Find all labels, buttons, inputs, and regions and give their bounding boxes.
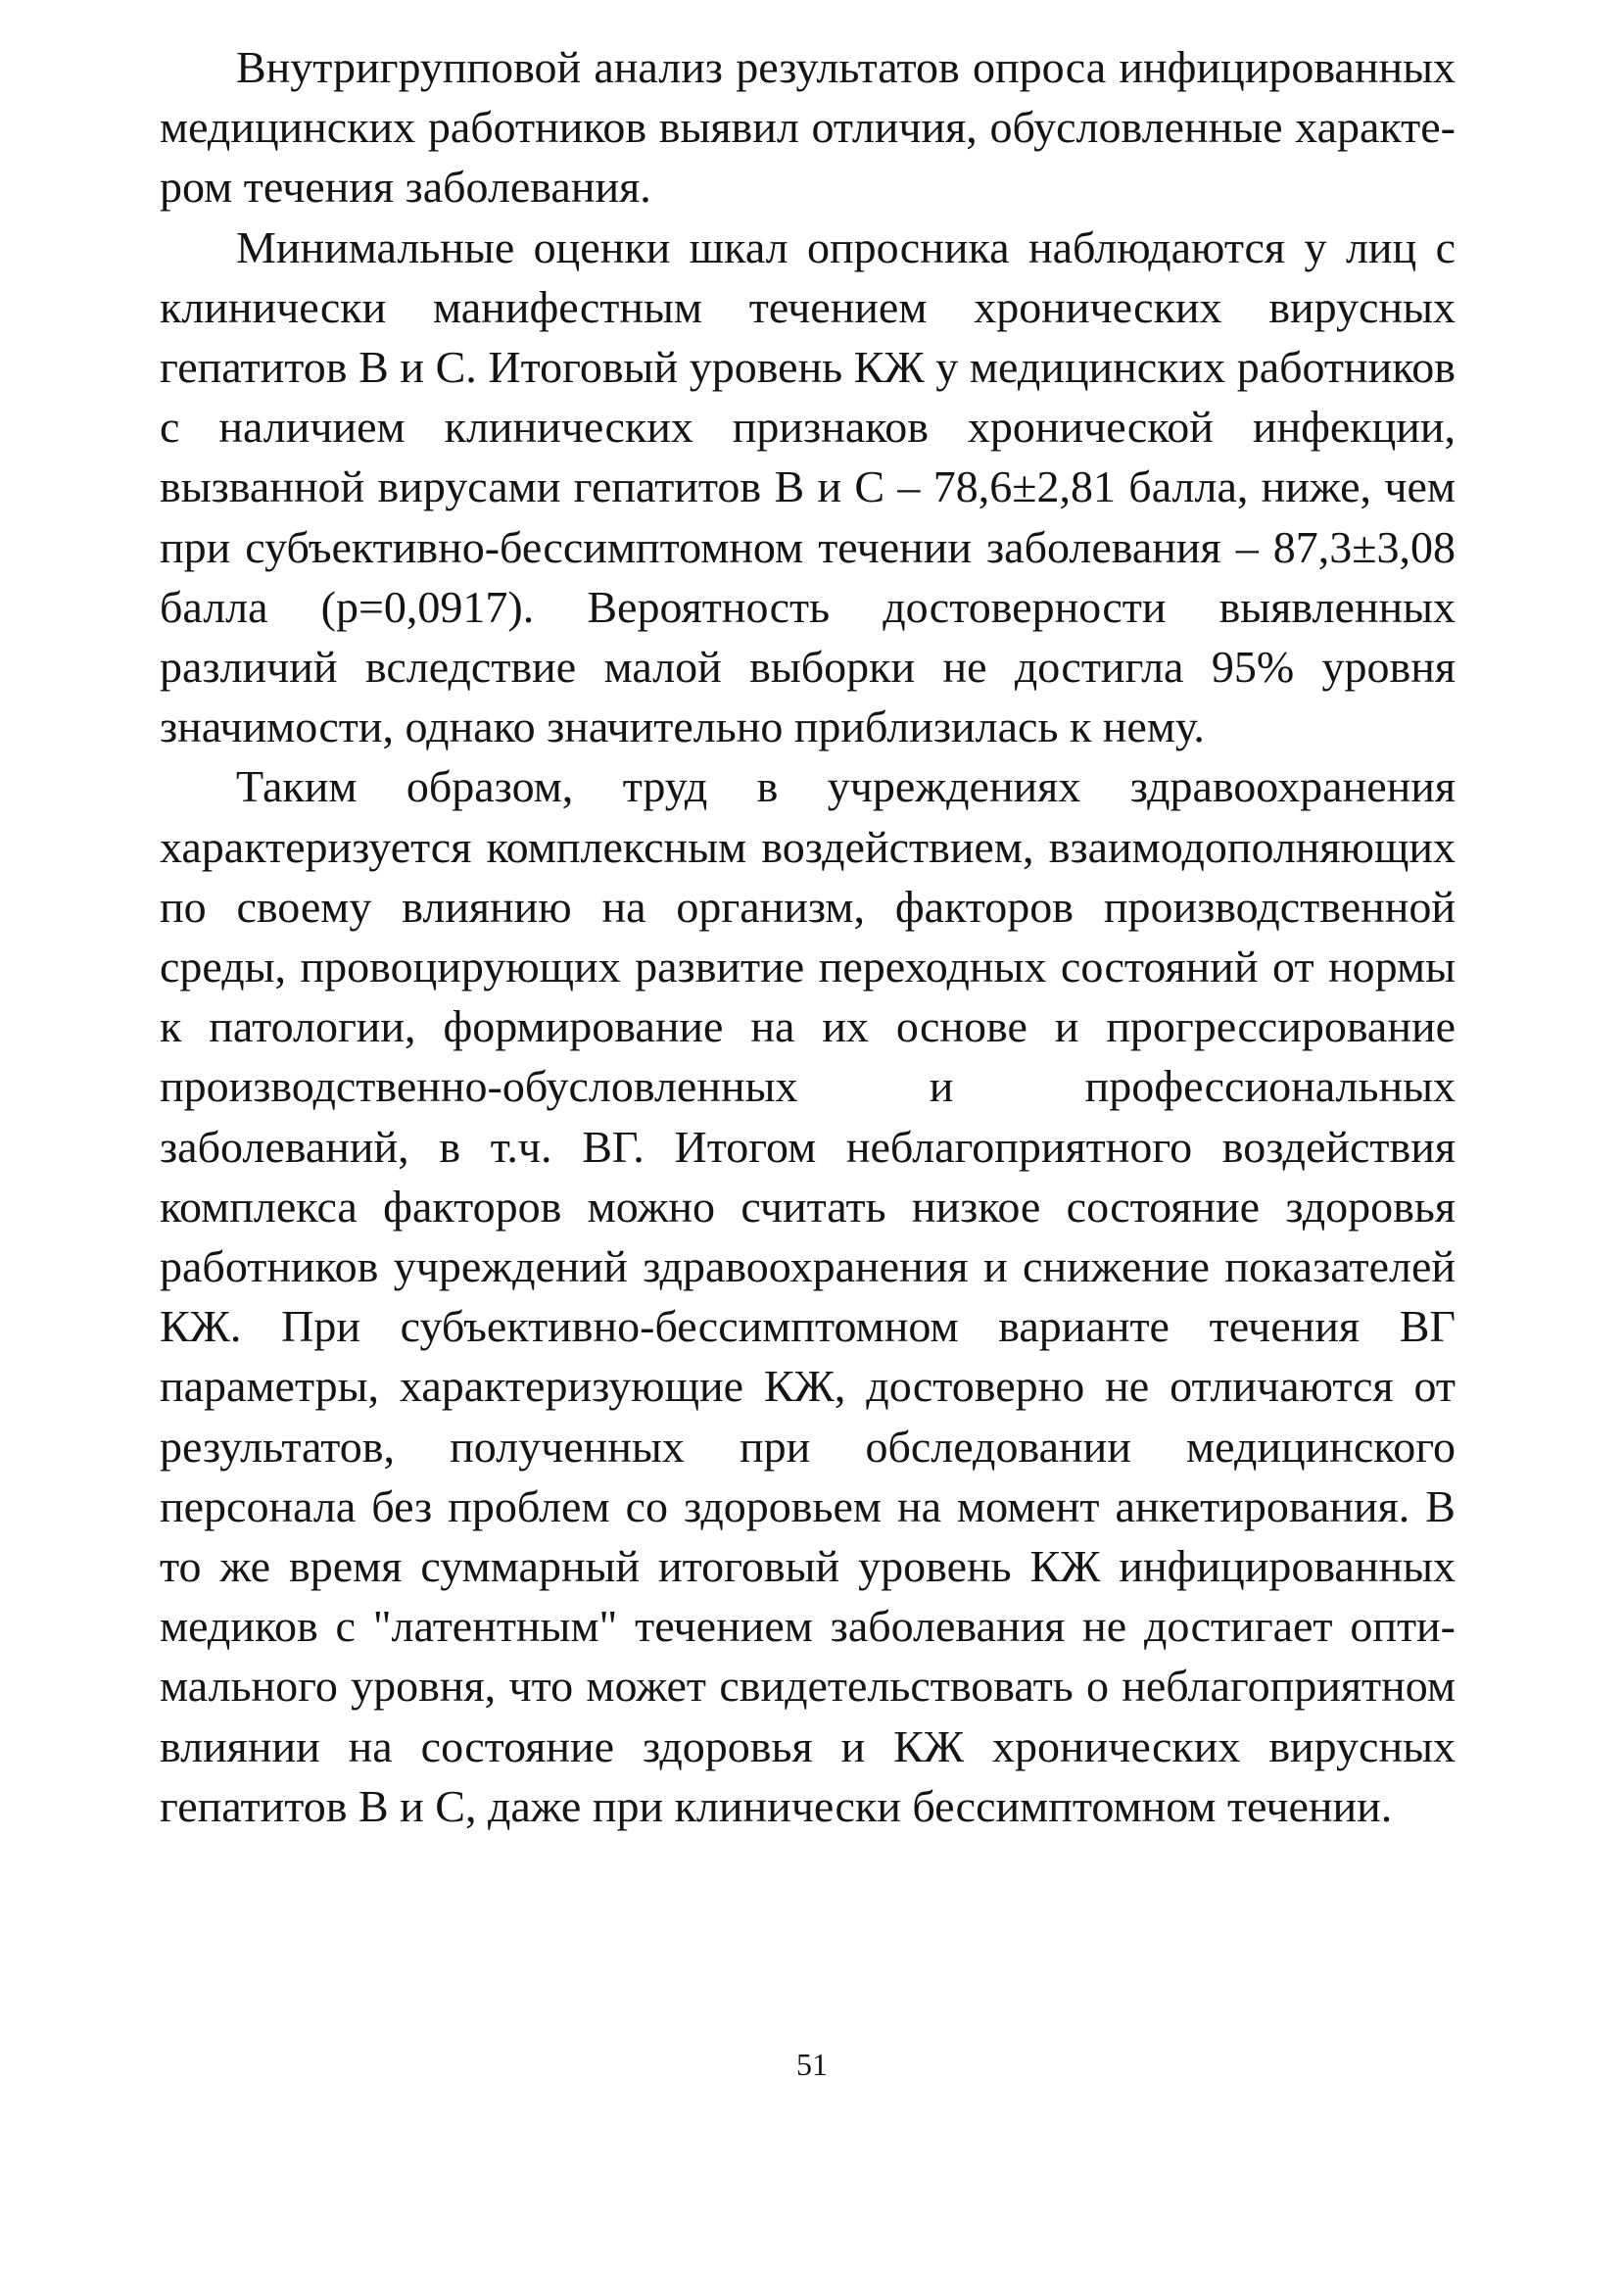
paragraph-2: Минимальные оценки шкал опросника наблюдаются у лиц с клинически манифестным течением хронических вирусных гепатитов В и С. Итоговый уровень КЖ у медицинских работников с наличием клинических признаков хронической инфекции, вызванной вирусами гепатитов В и С – 78,6±2,81 балла, ниже, чем при субъективно-бессимптомном течении заболевания – 87,3±3,08 балла (р=0,0917). Вероятность достоверности выявленных различий вследствие малой выборки не достигла 95% уровня значимости, однако значительно приблизилась к нему. xyxy=(160,221,1456,752)
page-number: 51 xyxy=(796,2047,828,2082)
paragraph-1: Внутригрупповой анализ результатов опроса инфицированных медицинских работников выявил отличия, обусловленные характером течения заболевания. xyxy=(160,42,1456,213)
body-text xyxy=(160,37,1456,1836)
paragraph-3: Таким образом, труд в учреждениях здравоохранения характеризуется комплексным воздействием, взаимодополняющих по своему влиянию на организм, факторов производственной среды, провоцирующих развитие переходных состояний от нормы к патологии, формирование на их основе и прогрессирование производственно-обусловленных и профессиональных заболеваний, в т.ч. ВГ. Итогом неблагоприятного воздействия комплекса факторов можно считать низкое состояние здоровья работников учреждений здравоохранения и снижение показателей КЖ. При субъективно-бессимптомном варианте течения ВГ параметры, характеризующие КЖ, достоверно не отличаются от результатов, полученных при обследовании медицинского персонала без проблем со здоровьем на момент анкетирования. В то же время суммарный итоговый уровень КЖ инфицированных медиков с "латентным" течением заболевания не достигает оптимального уровня, что может свидетельствовать о неблагоприятном влиянии на состояние здоровья и КЖ хронических вирусных гепатитов В и С, даже при клинически бессимптомном течении. xyxy=(160,761,1456,1831)
